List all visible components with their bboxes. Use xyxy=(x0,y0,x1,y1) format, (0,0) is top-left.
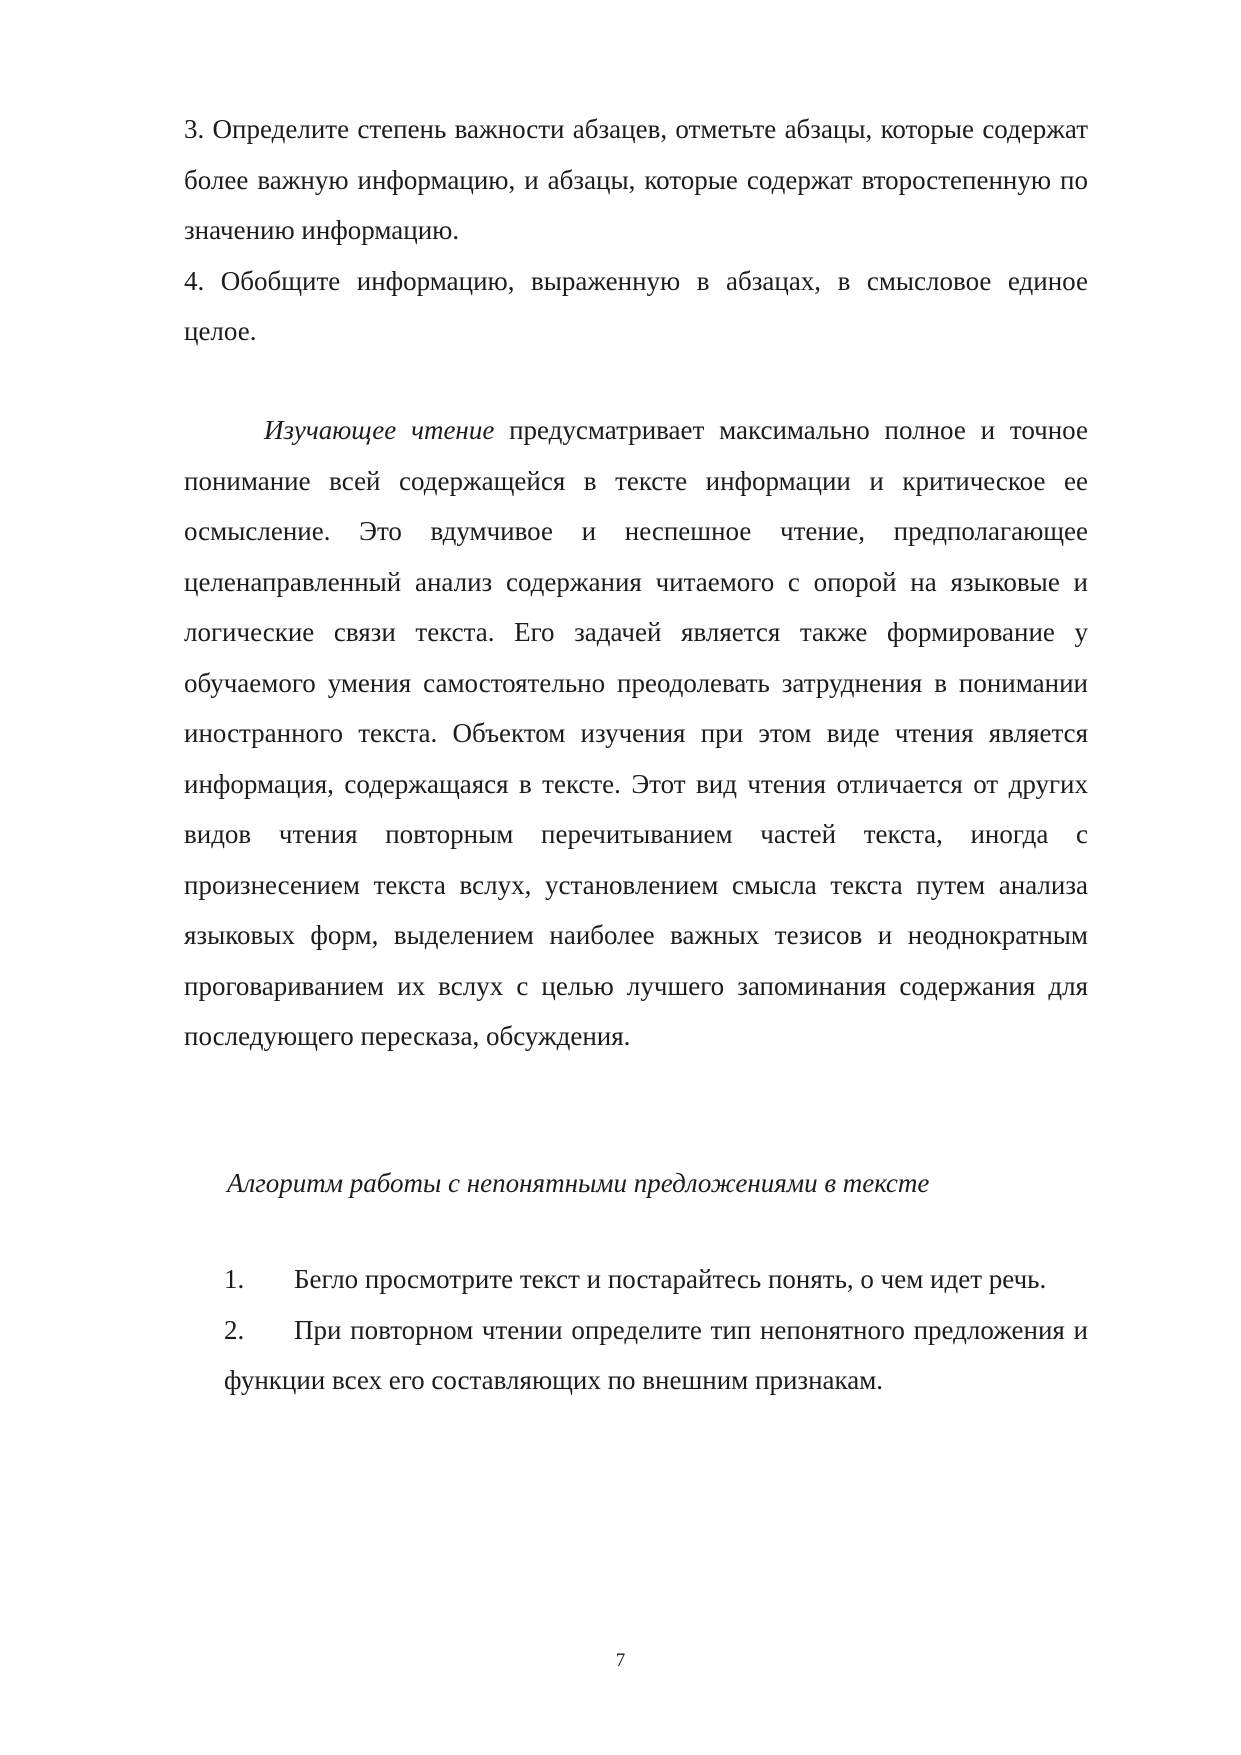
list-item xyxy=(224,1305,1088,1406)
list-item-number: 1. xyxy=(224,1264,245,1294)
intro-list xyxy=(184,104,1088,357)
list-item: 4. Обобщите информацию, выраженную в абзацах, в смысловое единое целое. xyxy=(184,265,1088,346)
list-item: 3. Определите степень важности абзацев, отметьте абзацы, которые содержат более важную информацию, и абзацы, которые содержат второстепенную по значению информацию. xyxy=(184,114,1088,245)
list-item-text: Бегло просмотрите текст и постарайтесь понять, о чем идет речь. xyxy=(294,1264,1047,1294)
study-reading-term: Изучающее чтение xyxy=(264,415,495,445)
study-reading-paragraph xyxy=(184,405,1088,1062)
list-item xyxy=(224,1254,1088,1305)
page-number: 7 xyxy=(615,1650,626,1671)
algorithm-heading: Алгоритм работы с непонятными предложениями в тексте xyxy=(227,1168,930,1198)
list-item-number: 2. xyxy=(224,1314,245,1345)
list-item-text: При повторном чтении определите тип непонятного предложения и функции всех его составляющих по внешним признакам. xyxy=(224,1314,1088,1395)
study-reading-body: предусматривает максимально полное и точное понимание всей содержащейся в тексте информации и критическое ее осмысление. Это вдумчивое и неспешное чтение, предполагающее целенаправленный анализ содержания читаемого с опорой на языковые и логические связи текста. Его задачей является также формирование у обучаемого умения самостоятельно преодолевать затруднения в понимании иностранного текста. Объектом изучения при этом виде чтения является информация, содержащаяся в тексте. Этот вид чтения отличается от других видов чтения повторным перечитыванием частей текста, иногда с произнесением текста вслух, установлением смысла текста путем анализа языковых форм, выделением наиболее важных тезисов и неоднократным проговариванием их вслух с целью лучшего запоминания содержания для последующего пересказа, обсуждения. xyxy=(184,415,1088,1051)
algorithm-list xyxy=(224,1254,1088,1406)
